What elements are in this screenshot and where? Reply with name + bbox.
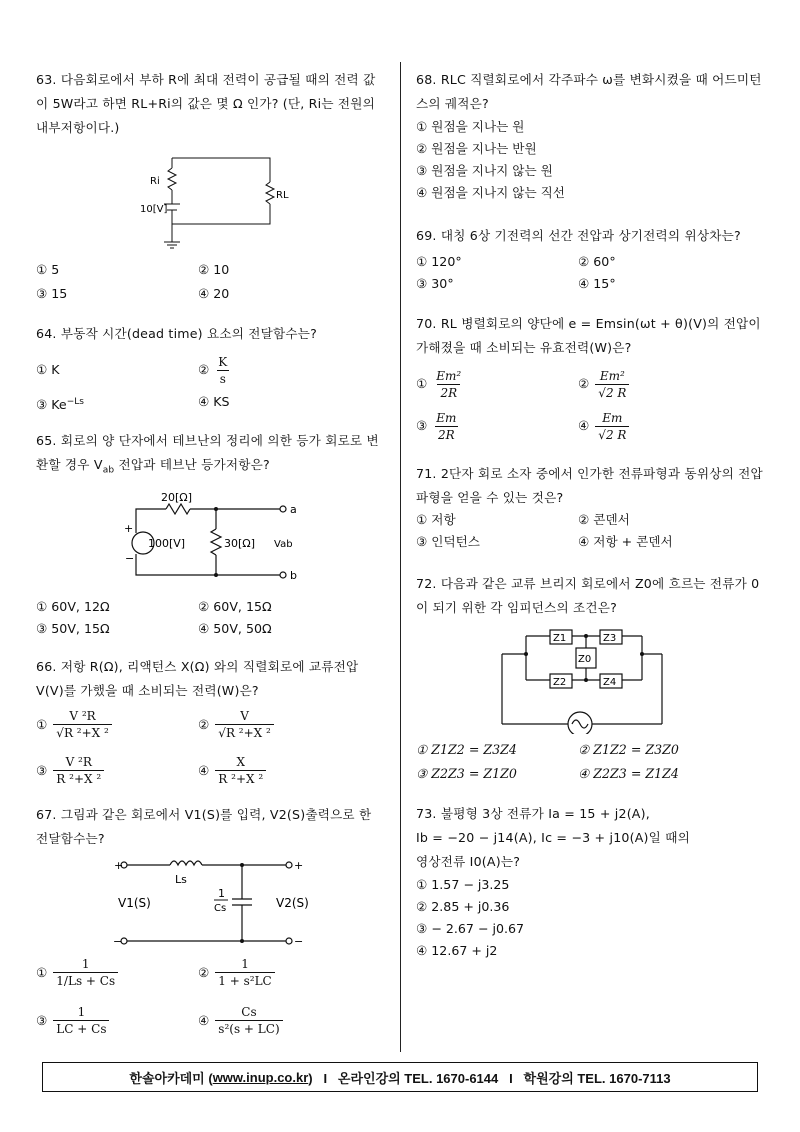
option-3[interactable]: ③ 15 bbox=[36, 286, 68, 301]
right-column bbox=[416, 68, 766, 962]
option-3-fraction bbox=[53, 755, 104, 786]
question-63 bbox=[36, 68, 386, 304]
cs-denominator: Cs bbox=[214, 902, 227, 914]
option-1-fraction bbox=[53, 957, 118, 988]
numerator: V ²R bbox=[65, 755, 92, 770]
denominator: s²(s + LC) bbox=[215, 1020, 282, 1036]
option-3-exponent: −Ls bbox=[66, 397, 84, 407]
denominator: √2 R bbox=[595, 426, 629, 442]
question-69-options bbox=[416, 252, 766, 294]
option-4-fraction bbox=[595, 411, 629, 442]
page-footer bbox=[42, 1062, 758, 1092]
option-3[interactable] bbox=[36, 751, 198, 791]
footer-website-link[interactable]: www.inup.co.kr bbox=[212, 1069, 309, 1085]
numerator: 1 bbox=[77, 1005, 86, 1020]
option-3-base: ③ Ke bbox=[36, 397, 67, 413]
option-4[interactable] bbox=[198, 751, 358, 791]
option-4[interactable]: ④ Z2Z3 = Z1Z4 bbox=[578, 766, 679, 781]
option-2-fraction bbox=[215, 709, 274, 740]
option-3[interactable] bbox=[36, 392, 198, 415]
question-63-circuit bbox=[36, 144, 386, 254]
question-73-text-1: 73. 불평형 3상 전류가 Ia = 15 + j2(A), bbox=[416, 806, 650, 821]
question-72-bridge-circuit bbox=[416, 624, 766, 734]
option-1[interactable]: ① 저항 bbox=[416, 512, 456, 527]
denominator: R ²+X ² bbox=[215, 770, 266, 786]
question-68 bbox=[416, 68, 766, 204]
option-1[interactable]: ① Z1Z2 = Z3Z4 bbox=[416, 742, 517, 757]
question-66-text: 66. 저항 R(Ω), 리액턴스 X(Ω) 와의 직렬회로에 교류전압V(V)를 가했을 때 소비되는 전력(W)은? bbox=[36, 658, 359, 698]
option-1-fraction bbox=[53, 709, 112, 740]
option-4[interactable]: ④ 12.67 + j2 bbox=[416, 943, 498, 958]
option-3-marker: ③ bbox=[36, 1012, 48, 1028]
option-2[interactable] bbox=[578, 364, 738, 404]
footer-academy: 한솔아카데미 ( bbox=[129, 1070, 213, 1086]
option-4[interactable] bbox=[198, 1001, 358, 1041]
option-3-marker: ③ bbox=[416, 418, 428, 433]
question-65-text-1: 65. 회로의 양 단자에서 테브난의 정리에 의한 등가 회로로 변환할 경우 V bbox=[36, 433, 379, 473]
option-1[interactable] bbox=[36, 953, 198, 993]
option-4[interactable]: ④ 원점을 지나지 않는 직선 bbox=[416, 185, 565, 200]
option-2-fraction bbox=[595, 369, 629, 400]
question-67-text: 67. 그림과 같은 회로에서 V1(S)를 입력, V2(S)출력으로 한 전달함수는? bbox=[36, 806, 376, 846]
plus-sign: + bbox=[124, 521, 134, 535]
denominator: 1/Ls + Cs bbox=[53, 972, 118, 988]
numerator: Em² bbox=[436, 368, 462, 383]
r1-label: 20[Ω] bbox=[161, 490, 192, 504]
minus-sign-left: − bbox=[113, 934, 123, 947]
z0-label: Z0 bbox=[578, 654, 592, 665]
question-67 bbox=[36, 803, 386, 1041]
option-4-marker: ④ bbox=[198, 1012, 210, 1028]
numerator: Em² bbox=[599, 368, 625, 383]
option-4[interactable]: ④ 15° bbox=[578, 276, 616, 291]
numerator: K bbox=[218, 354, 228, 369]
denominator: √R ²+X ² bbox=[215, 724, 274, 740]
denominator: √R ²+X ² bbox=[53, 724, 112, 740]
option-2-fraction bbox=[215, 355, 230, 386]
z1-label: Z1 bbox=[553, 633, 567, 644]
question-67-circuit bbox=[36, 855, 386, 947]
option-2[interactable]: ② 콘덴서 bbox=[578, 512, 630, 527]
option-2-marker: ② bbox=[578, 376, 590, 391]
question-73-text-2: Ib = −20 − j14(A), Ic = −3 + j10(A)일 때의 bbox=[416, 830, 690, 845]
numerator: Cs bbox=[241, 1005, 257, 1020]
option-3-marker: ③ bbox=[36, 762, 48, 778]
question-65-circuit bbox=[36, 487, 386, 591]
option-4-fraction bbox=[215, 1005, 282, 1036]
option-1-marker: ① bbox=[416, 376, 428, 391]
vab-label: Vab bbox=[274, 538, 293, 550]
plus-sign-left: + bbox=[114, 858, 124, 872]
option-4[interactable]: ④ 20 bbox=[198, 286, 230, 301]
option-1[interactable]: ① 1.57 − j3.25 bbox=[416, 877, 510, 892]
ls-label: Ls bbox=[175, 872, 187, 886]
option-1[interactable]: ① K bbox=[36, 362, 60, 377]
numerator: X bbox=[236, 755, 246, 770]
option-3[interactable]: ③ 50V, 15Ω bbox=[36, 620, 110, 636]
option-1[interactable]: ① 원점을 지나는 원 bbox=[416, 119, 525, 134]
option-1[interactable]: ① 120° bbox=[416, 254, 462, 269]
question-68-options bbox=[416, 116, 766, 204]
question-63-options bbox=[36, 260, 386, 304]
source-label: 100[V] bbox=[148, 536, 186, 550]
question-70-options bbox=[416, 364, 766, 446]
numerator: V bbox=[240, 709, 249, 724]
question-72 bbox=[416, 572, 766, 784]
minus-sign-right: − bbox=[294, 934, 304, 947]
option-4[interactable]: ④ 저항 + 콘덴서 bbox=[578, 534, 673, 549]
option-2[interactable] bbox=[198, 705, 358, 745]
terminal-b: b bbox=[290, 568, 297, 582]
question-64-text: 64. 부동작 시간(dead time) 요소의 전달함수는? bbox=[36, 326, 318, 341]
option-2[interactable]: ② 60° bbox=[578, 254, 616, 269]
option-4-marker: ④ bbox=[198, 762, 210, 778]
r2-label: 30[Ω] bbox=[224, 536, 255, 550]
question-63-text: 63. 다음회로에서 부하 R에 최대 전력이 공급될 때의 전력 값이 5W라고 하면 RL+Ri의 값은 몇 Ω 인가? (단, Ri는 전원의 내부저항이다.) bbox=[36, 72, 380, 135]
option-3[interactable]: ③ Z2Z3 = Z1Z0 bbox=[416, 766, 517, 781]
option-2-marker: ② bbox=[198, 964, 210, 980]
option-2[interactable]: ② 10 bbox=[198, 262, 230, 277]
minus-sign: − bbox=[125, 551, 135, 565]
ri-label: Ri bbox=[150, 176, 160, 187]
terminal-a: a bbox=[290, 502, 297, 516]
question-66 bbox=[36, 655, 386, 791]
option-4[interactable] bbox=[578, 406, 738, 446]
option-1[interactable]: ① 60V, 12Ω bbox=[36, 598, 110, 614]
option-1[interactable]: ① 5 bbox=[36, 262, 60, 277]
question-64 bbox=[36, 322, 386, 415]
denominator: 2R bbox=[435, 426, 458, 442]
question-65-text bbox=[36, 429, 386, 483]
question-69 bbox=[416, 224, 766, 294]
option-4[interactable]: ④ KS bbox=[198, 394, 230, 409]
question-70 bbox=[416, 312, 766, 446]
option-3[interactable]: ③ 30° bbox=[416, 276, 454, 291]
numerator: Em bbox=[602, 410, 623, 425]
denominator: s bbox=[217, 370, 229, 386]
cs-numerator: 1 bbox=[218, 886, 225, 900]
option-2[interactable]: ② 2.85 + j0.36 bbox=[416, 899, 510, 914]
column-divider bbox=[400, 62, 401, 1052]
option-3[interactable] bbox=[416, 406, 578, 446]
question-70-text: 70. RL 병렬회로의 양단에 e = Emsin(ωt + θ)(V)의 전압이 가해졌을 때 소비되는 유효전력(W)은? bbox=[416, 316, 766, 355]
option-2[interactable]: ② Z1Z2 = Z3Z0 bbox=[578, 742, 679, 757]
question-65-sub: ab bbox=[102, 465, 115, 476]
option-3-fraction bbox=[53, 1005, 109, 1036]
option-1-marker: ① bbox=[36, 716, 48, 732]
option-1-marker: ① bbox=[36, 964, 48, 980]
option-4-fraction bbox=[215, 755, 266, 786]
option-3[interactable] bbox=[36, 1001, 198, 1041]
numerator: 1 bbox=[241, 957, 249, 972]
question-65-options bbox=[36, 597, 386, 639]
question-69-text: 69. 대칭 6상 기전력의 선간 전압과 상기전력의 위상차는? bbox=[416, 228, 741, 243]
denominator: √2 R bbox=[595, 384, 629, 400]
question-73-options bbox=[416, 874, 766, 962]
denominator: 1 + s²LC bbox=[215, 972, 274, 988]
numerator: V ²R bbox=[69, 709, 96, 724]
question-73-text-3: 영상전류 I0(A)는? bbox=[416, 854, 521, 869]
rl-label: RL bbox=[276, 190, 289, 201]
option-2-fraction bbox=[215, 957, 274, 988]
denominator: 2R bbox=[437, 384, 460, 400]
option-2-marker: ② bbox=[198, 362, 210, 377]
option-1-fraction bbox=[433, 369, 464, 400]
option-3[interactable]: ③ 인덕턴스 bbox=[416, 534, 480, 549]
denominator: LC + Cs bbox=[53, 1020, 109, 1036]
voltage-label: 10[V] bbox=[140, 204, 168, 215]
option-2[interactable] bbox=[198, 350, 358, 390]
z4-label: Z4 bbox=[603, 677, 617, 688]
denominator: R ²+X ² bbox=[53, 770, 104, 786]
option-4[interactable]: ④ 50V, 50Ω bbox=[198, 620, 272, 636]
question-72-text: 72. 다음과 같은 교류 브리지 회로에서 Z0에 흐르는 전류가 0이 되기 위한 각 임피던스의 조건은? bbox=[416, 576, 760, 615]
z3-label: Z3 bbox=[603, 633, 617, 644]
v1-label: V1(S) bbox=[118, 895, 151, 910]
question-66-options bbox=[36, 705, 386, 791]
option-4-marker: ④ bbox=[578, 418, 590, 433]
option-2[interactable]: ② 60V, 15Ω bbox=[198, 598, 272, 614]
left-column bbox=[36, 68, 386, 1041]
question-73 bbox=[416, 802, 766, 962]
option-2-marker: ② bbox=[198, 716, 210, 732]
z2-label: Z2 bbox=[553, 677, 567, 688]
numerator: Em bbox=[436, 410, 457, 425]
question-68-text: 68. RLC 직렬회로에서 각주파수 ω를 변화시켰을 때 어드미턴스의 궤적은? bbox=[416, 72, 762, 111]
question-64-options bbox=[36, 350, 386, 415]
v2-label: V2(S) bbox=[276, 895, 309, 910]
option-1[interactable] bbox=[36, 705, 198, 745]
option-2[interactable]: ② 원점을 지나는 반원 bbox=[416, 141, 537, 156]
question-65-text-2: 전압과 테브난 등가저항은? bbox=[114, 457, 270, 473]
question-72-options bbox=[416, 740, 766, 784]
question-71 bbox=[416, 462, 766, 552]
numerator: 1 bbox=[81, 957, 90, 972]
option-3[interactable]: ③ 원점을 지나지 않는 원 bbox=[416, 163, 553, 178]
option-1[interactable] bbox=[416, 364, 578, 404]
question-67-options bbox=[36, 953, 386, 1041]
footer-contact: ) I 온라인강의 TEL. 1670-6144 I 학원강의 TEL. 1670-7113 bbox=[308, 1070, 671, 1086]
option-3-fraction bbox=[433, 411, 459, 442]
question-71-text: 71. 2단자 회로 소자 중에서 인가한 전류파형과 동위상의 전압파형을 얻을 수 있는 것은? bbox=[416, 466, 763, 505]
option-3[interactable]: ③ − 2.67 − j0.67 bbox=[416, 921, 524, 936]
option-2[interactable] bbox=[198, 953, 358, 993]
question-65 bbox=[36, 429, 386, 639]
question-71-options bbox=[416, 510, 766, 552]
plus-sign-right: + bbox=[294, 858, 304, 872]
